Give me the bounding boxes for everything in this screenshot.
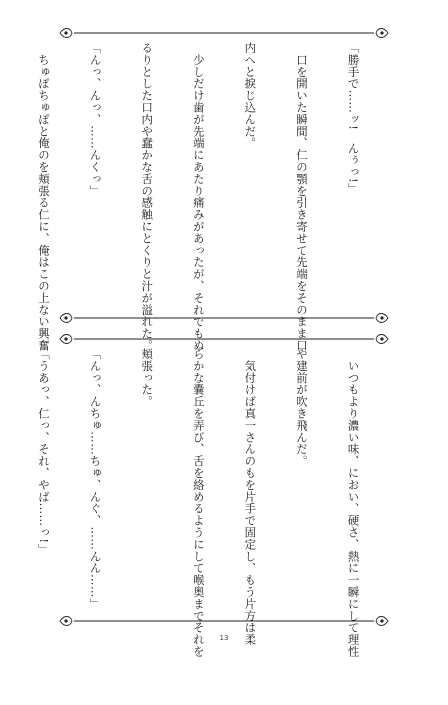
text-line: 「うあっ、仁っ、それ、やば……っ!」 — [35, 348, 52, 616]
text-line: 気付けば真一さんのもを片手で固定し、もう片方は柔 — [241, 348, 258, 616]
text-line: 少しだけ歯が先端にあたり痛みがあったが、それでもぬ — [190, 42, 207, 312]
text-block-bottom — [51, 348, 396, 616]
text-line: るりとした口内や蠢かな舌の感触にとくりと汁が溢れた。 — [138, 42, 155, 312]
ornamental-rule-middle-upper — [56, 311, 392, 325]
text-line: 口を開いた瞬間、仁の顎を引き寄せて先端をそのまま口 — [293, 42, 310, 312]
text-line: や建前が吹き飛んだ。 — [293, 348, 310, 616]
text-line: 内へと捩じ込んだ。 — [241, 42, 258, 312]
ornamental-rule-bottom — [56, 614, 392, 628]
ornamental-rule-middle-lower — [56, 332, 392, 346]
ornamental-rule-top — [56, 26, 392, 40]
text-line: らかな嚢丘を弄び、舌を絡めるようにして喉奥までそれを — [190, 348, 207, 616]
page-number: 13 — [0, 634, 448, 642]
text-line: 「んっ、んっ、……んくっ」 — [86, 42, 103, 312]
text-block-top — [51, 42, 396, 312]
text-line: 頬張った。 — [138, 348, 155, 616]
text-line: いつもより濃い味、におい、硬さ、熱に一瞬にして理性 — [344, 348, 361, 616]
text-line: 「勝手で……ッ! んぅっ!」 — [344, 42, 361, 312]
text-line: ちゅぽちゅぽと俺のを頬張る仁に、俺はこの上ない興奮 — [35, 42, 52, 312]
text-line: 「んっ、んちゅ……ちゅ、んぐ、……んん……」 — [86, 348, 103, 616]
